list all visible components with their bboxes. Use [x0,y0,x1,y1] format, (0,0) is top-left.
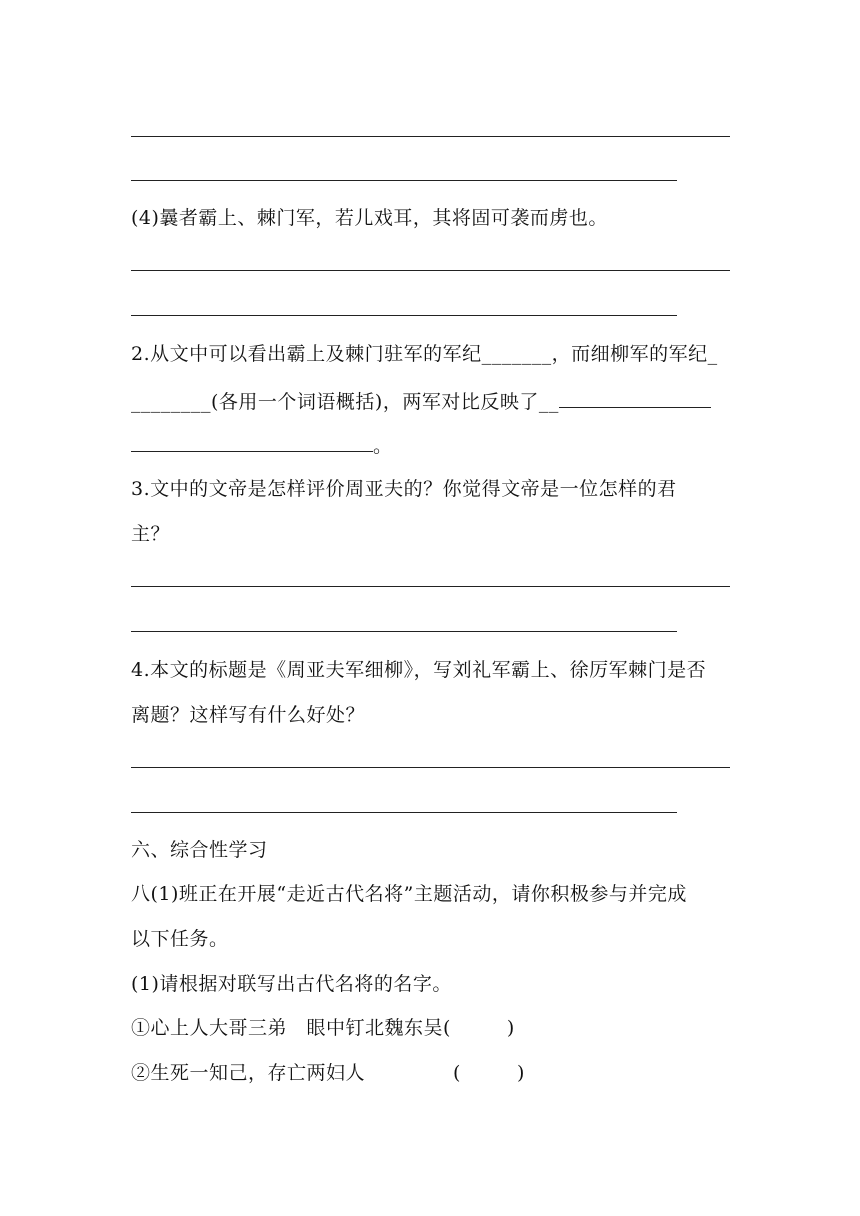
couplet-2 [131,1061,525,1085]
answer-line[interactable] [131,270,730,271]
couplet-1-text: ①心上人大哥三弟 眼中钉北魏东吴( [131,1017,451,1039]
couplet-2-text: ②生死一知己，存亡两妇人 [131,1062,366,1084]
answer-line[interactable] [131,180,677,181]
answer-line[interactable] [131,812,677,813]
question-2-line-2-text: ________(各用一个词语概括)，两军对比反映了__ [131,391,559,413]
answer-line[interactable] [131,136,730,137]
answer-line[interactable] [131,315,677,316]
question-4-line-2: 离题？这样写有什么好处？ [131,704,366,726]
couplet-2-open-paren: ( [453,1062,461,1084]
couplet-2-close-paren: ) [516,1062,525,1084]
question-3-line-2: 主？ [131,523,171,545]
section-6-intro-line-1: 八(1)班正在开展“走近古代名将”主题活动，请你积极参与并完成 [131,883,687,905]
translation-item-4: (4)曩者霸上、棘门军，若儿戏耳，其将固可袭而虏也。 [131,207,608,229]
question-4-line-1: 4.本文的标题是《周亚夫军细柳》，写刘礼军霸上、徐厉军棘门是否 [131,659,707,681]
question-2-line-1: 2.从文中可以看出霸上及棘门驻军的军纪_______，而细柳军的军纪_ [131,343,718,365]
question-2-line-3 [131,431,393,458]
question-2-period: 。 [373,435,393,457]
question-3-line-1: 3.文中的文帝是怎样评价周亚夫的？你觉得文帝是一位怎样的君 [131,478,677,500]
answer-blank[interactable] [131,431,373,452]
section-6-heading: 六、综合性学习 [131,839,268,861]
answer-line[interactable] [131,767,730,768]
answer-blank[interactable] [559,387,711,408]
section-6-intro-line-2: 以下任务。 [131,928,229,950]
answer-line[interactable] [131,631,677,632]
couplet-1 [131,1016,515,1040]
answer-line[interactable] [131,586,730,587]
couplet-1-close-paren: ) [506,1017,515,1039]
task-1-prompt: (1)请根据对联写出古代名将的名字。 [131,973,452,995]
question-2-line-2 [131,387,711,414]
